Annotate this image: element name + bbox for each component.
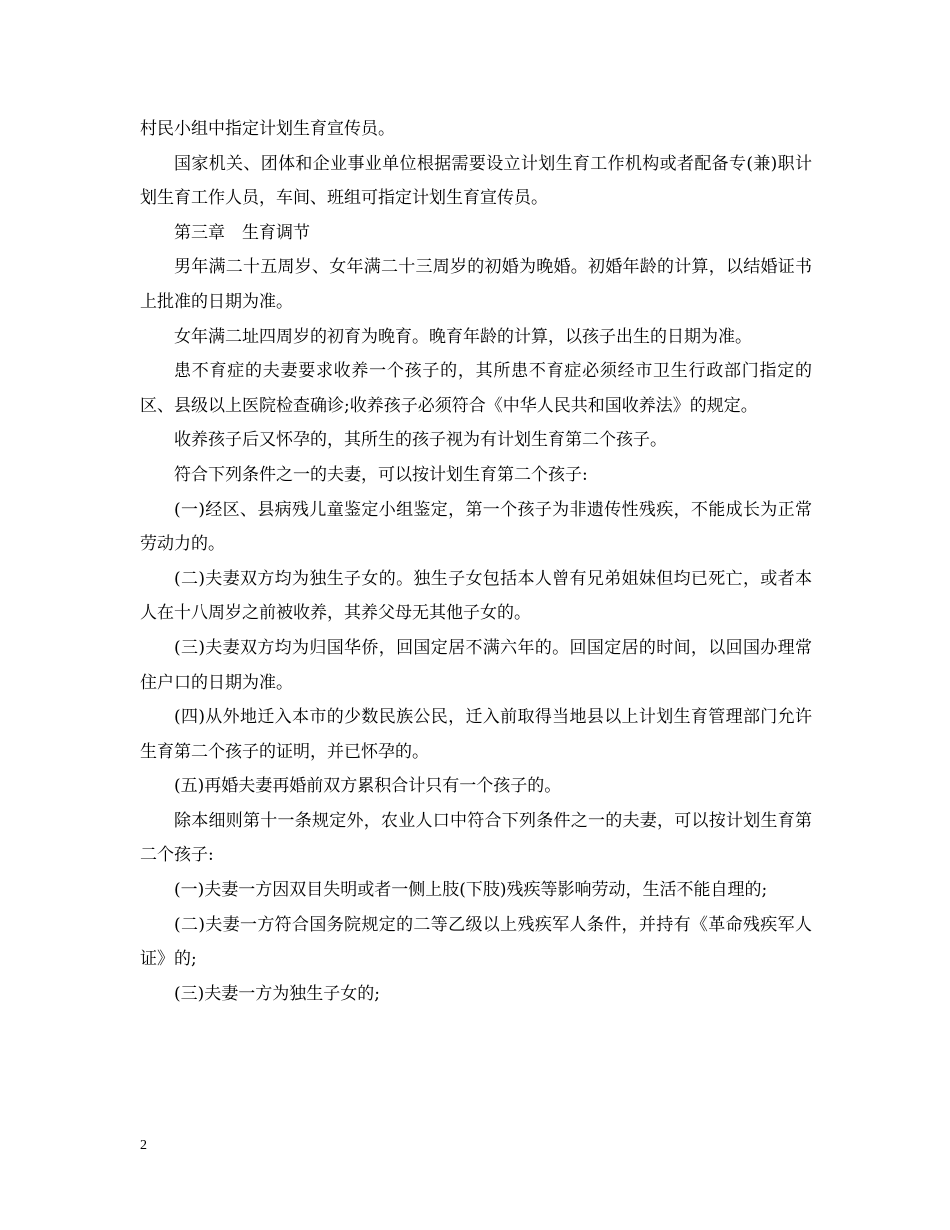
- list-item: (五)再婚夫妻再婚前双方累积合计只有一个孩子的。: [174, 776, 562, 797]
- list-item: (二)夫妻一方符合国务院规定的二等乙级以上残疾军人条件，并持有《革命残疾军人证》的;: [140, 914, 812, 970]
- list-item: (三)夫妻双方均为归国华侨，回国定居不满六年的。回国定居的时间，以回国办理常住户口的日期为准。: [140, 637, 812, 693]
- paragraph: 村民小组中指定计划生育宣传员。: [140, 119, 395, 139]
- list-item: (三)夫妻一方为独生子女的;: [174, 983, 380, 1004]
- chapter-heading: 第三章 生育调节: [174, 222, 310, 243]
- list-item: (一)经区、县病残儿童鉴定小组鉴定，第一个孩子为非遗传性残疾，不能成长为正常劳动力的。: [140, 499, 812, 555]
- page-number: 2: [140, 1138, 147, 1153]
- paragraph: 除本细则第十一条规定外，农业人口中符合下列条件之一的夫妻，可以按计划生育第二个孩子:: [140, 810, 812, 866]
- document-body: [140, 112, 812, 1011]
- paragraph: 收养孩子后又怀孕的，其所生的孩子视为有计划生育第二个孩子。: [174, 430, 667, 451]
- paragraph: 男年满二十五周岁、女年满二十三周岁的初婚为晚婚。初婚年龄的计算，以结婚证书上批准的日期为准。: [140, 257, 812, 312]
- paragraph: 国家机关、团体和企业事业单位根据需要设立计划生育工作机构或者配备专(兼)职计划生育工作人员，车间、班组可指定计划生育宣传员。: [140, 153, 812, 209]
- paragraph: 符合下列条件之一的夫妻，可以按计划生育第二个孩子:: [174, 464, 588, 485]
- list-item: (一)夫妻一方因双目失明或者一侧上肢(下肢)残疾等影响劳动，生活不能自理的;: [174, 880, 768, 901]
- paragraph: 女年满二址四周岁的初育为晚育。晚育年龄的计算，以孩子出生的日期为准。: [174, 326, 752, 347]
- paragraph: 患不育症的夫妻要求收养一个孩子的，其所患不育症必须经市卫生行政部门指定的区、县级以上医院检查确诊;收养孩子必须符合《中华人民共和国收养法》的规定。: [140, 361, 812, 416]
- list-item: (四)从外地迁入本市的少数民族公民，迁入前取得当地县以上计划生育管理部门允许生育第二个孩子的证明，并已怀孕的。: [140, 707, 812, 762]
- list-item: (二)夫妻双方均为独生子女的。独生子女包括本人曾有兄弟姐妹但均已死亡，或者本人在十八周岁之前被收养，其养父母无其他子女的。: [140, 568, 812, 624]
